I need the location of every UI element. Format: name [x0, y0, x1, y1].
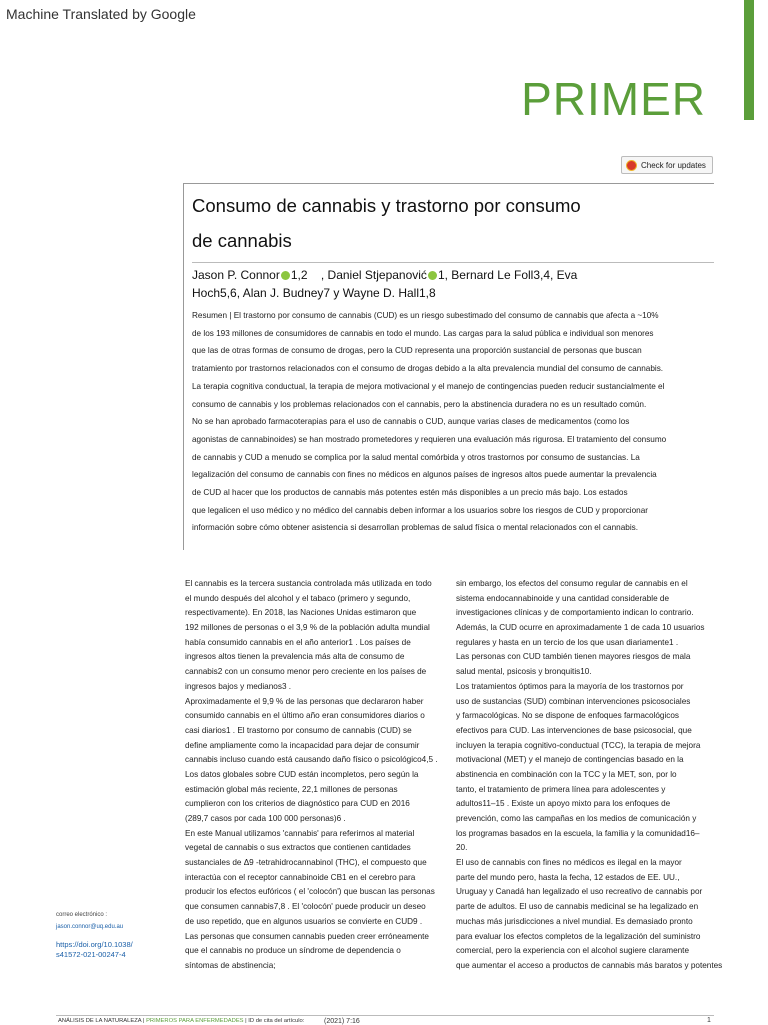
abstract-line: que legalicen el uso médico y no médico del cannabis deben informar a los usuarios sobre los riesgos de CUD y proporcionar	[192, 505, 649, 515]
abstract-line: Resumen | El trastorno por consumo de cannabis (CUD) es un riesgo subestimado del consumo de cannabis que afecta a ~10%	[192, 311, 659, 320]
email-label: correo electrónico :	[56, 912, 108, 918]
abstract	[192, 307, 718, 537]
body-text-line: muchas más jurisdicciones a nivel mundial. Es demasiado pronto	[456, 916, 693, 926]
abstract-line: No se han aprobado farmacoterapias para el uso de cannabis o CUD, aunque varias clases de medicamentos (como los	[192, 417, 630, 427]
abstract-line: de CUD al hacer que los productos de cannabis más potentes estén más disponibles a un precio más bajo. Los estados	[192, 488, 628, 498]
footer-rule	[56, 1015, 714, 1016]
abstract-line: tratamiento por trastornos relacionados con el consumo de drogas debido a la alta prevalencia mundial del consumo de cannabis.	[192, 364, 664, 374]
body-text-line: de uso repetido, que en algunos usuarios se convierte en CUD9 .	[185, 916, 423, 926]
footer-series: PRIMEROS PARA ENFERMEDADES	[146, 1018, 244, 1024]
check-for-updates-label: Check for updates	[641, 160, 706, 170]
body-text-line: cannabis2 con un consumo menor pero creciente en los países de	[185, 667, 427, 677]
body-text-line: Aproximadamente el 9,9 % de las personas que declararon haber	[185, 696, 424, 706]
body-text-line: sin embargo, los efectos del consumo regular de cannabis en el	[456, 579, 688, 588]
author-name: 1, Bernard Le Foll3,4, Eva	[437, 268, 578, 282]
crossmark-icon	[626, 160, 637, 171]
author-name: , Daniel Stjepanović	[320, 268, 427, 282]
journal-section-label: PRIMER	[521, 73, 706, 125]
body-column-left	[185, 577, 447, 974]
orcid-icon[interactable]	[428, 271, 437, 280]
author-affiliation: 1,2	[290, 268, 308, 282]
body-text-line: vegetal de cannabis o sus extractos que contienen cantidades	[185, 843, 411, 853]
author-name: Jason P. Connor	[192, 268, 280, 282]
body-text-line: regulares y hasta en un tercio de los que usan diariamente1 .	[456, 637, 679, 647]
body-column-right	[456, 577, 741, 974]
footer-citation	[58, 1018, 304, 1024]
abstract-line: información sobre cómo obtener asistencia si desarrollan problemas de salud física o mental relacionados con el cannabis.	[192, 523, 639, 533]
body-text-line: parte de adultos. El uso de cannabis medicinal se ha legalizado en	[456, 902, 699, 912]
body-text-line: Las personas que consumen cannabis pueden creer erróneamente	[185, 931, 429, 941]
body-text-line: que aumentar el acceso a productos de cannabis más baratos y potentes	[456, 960, 723, 970]
title-line: de cannabis	[192, 230, 292, 251]
body-text-line: ingresos altos tienen la prevalencia más alta de consumo de	[185, 652, 405, 662]
author-line: Hoch5,6, Alan J. Budney7 y Wayne D. Hall1,8	[192, 286, 436, 300]
abstract-line: agonistas de cannabinoides) se han mostrado prometedores y requieren una evaluación más rigurosa. El tratamiento del consumo	[192, 434, 667, 444]
header-rule	[184, 183, 714, 184]
body-text-line: Los tratamientos óptimos para la mayoría de los trastornos por	[456, 681, 684, 691]
body-text-line: efectivos para CUD. Las intervenciones de base psicosocial, que	[456, 725, 692, 735]
body-text-line: El uso de cannabis con fines no médicos es ilegal en la mayor	[456, 858, 682, 868]
machine-translated-banner: Machine Translated by Google	[6, 6, 196, 22]
body-text-line: motivacional (MET) y el manejo de contingencias basado en la	[456, 755, 684, 765]
body-text-line: casi diarios1 . El trastorno por consumo de cannabis (CUD) se	[185, 725, 412, 735]
body-text-line: para evaluar los efectos completos de la legalización del suministro	[456, 931, 701, 941]
body-text-line: incluyen la terapia cognitivo-conductual (TCC), la terapia de mejora	[456, 740, 701, 750]
body-text-line: interactúa con el receptor cannabinoide CB1 en el cerebro para	[185, 872, 416, 882]
body-text-line: ingresos bajos y medianos3 .	[185, 681, 292, 691]
body-text-line: cannabis incluso cuando está causando daño físico o psicológico4,5 .	[185, 755, 438, 765]
email-link[interactable]: jason.connor@uq.edu.au	[56, 924, 124, 930]
orcid-icon[interactable]	[281, 271, 290, 280]
article-title	[192, 188, 642, 258]
body-text-line: tanto, el tratamiento de primera línea para adolescentes y	[456, 784, 666, 794]
body-text-line: salud mental, psicosis y bronquitis10.	[456, 667, 592, 677]
body-text-line: En este Manual utilizamos 'cannabis' para referirnos al material	[185, 828, 415, 838]
abstract-line: legalización del consumo de cannabis con fines no médicos en algunos países de ingresos altos puede aumentar la prevalencia	[192, 470, 657, 480]
footer-volume: (2021) 7:16	[324, 1018, 360, 1025]
body-text-line: cumplieron con los criterios de diagnóstico para CUD en 2016	[185, 799, 410, 809]
body-text-line: Los datos globales sobre CUD están incompletos, pero según la	[185, 769, 419, 779]
body-text-line: uso de sustancias (SUD) combinan intervenciones psicosociales	[456, 696, 691, 706]
body-text-line: comercial, pero la experiencia con el alcohol sugiere claramente	[456, 946, 690, 956]
body-text-line: respectivamente). En 2018, las Naciones Unidas estimaron que	[185, 608, 417, 618]
body-text-line: producir los efectos eufóricos ( el 'colocón') que buscan las personas	[185, 887, 435, 897]
body-text-line: 192 millones de personas o el 3,9 % de la población adulta mundial	[185, 623, 430, 633]
body-text-line: sustanciales de Δ9 -tetrahidrocannabinol (THC), el compuesto que	[185, 858, 427, 868]
doi-link[interactable]	[56, 940, 166, 960]
body-text-line: abstinencia en combinación con la TCC y la MET, son, por lo	[456, 769, 677, 779]
body-text-line: consumido cannabis en el último año eran consumidores diarios o	[185, 711, 425, 721]
primer-accent-bar	[744, 0, 754, 120]
abstract-left-rule	[183, 183, 184, 550]
body-text-line: parte del mundo pero, hasta la fecha, 12 estados de EE. UU.,	[456, 872, 680, 882]
doi-line: https://doi.org/10.1038/	[56, 940, 133, 949]
body-text-line: que el cannabis no produce un síndrome de dependencia o	[185, 946, 401, 956]
abstract-line: que las de otras formas de consumo de drogas, pero la CUD representa una proporción sustancial de personas que buscan	[192, 346, 642, 356]
body-text-line: prevención, como las campañas en los medios de comunicación y	[456, 814, 697, 823]
body-text-line: que consumen cannabis7,8 . El 'colocón' puede producir un deseo	[185, 902, 426, 912]
body-text-line: el mundo después del alcohol y el tabaco (primero y segundo,	[185, 593, 411, 603]
abstract-line: de los 193 millones de consumidores de cannabis en todo el mundo. Las cargas para la salud pública e individual son menores	[192, 328, 654, 338]
title-rule	[192, 262, 714, 263]
body-text-line: estimación global más reciente, 22,1 millones de personas	[185, 784, 398, 794]
author-list	[192, 266, 712, 302]
footer-cite: | ID de cita del artículo:	[243, 1018, 305, 1024]
body-text-line: El cannabis es la tercera sustancia controlada más utilizada en todo	[185, 579, 432, 588]
body-text-line: Las personas con CUD también tienen mayores riesgos de mala	[456, 652, 691, 662]
abstract-line: de cannabis y CUD a menudo se complica por la salud mental comórbida y otros trastornos por consumo de sustancias. La	[192, 452, 640, 462]
body-text-line: investigaciones clínicas y de comportamiento indican lo contrario.	[456, 608, 694, 618]
body-text-line: Uruguay y Canadá han legalizado el uso recreativo de cannabis por	[456, 887, 703, 897]
body-text-line: los programas basados en la escuela, la familia y la comunidad16–	[456, 828, 700, 838]
body-text-line: 20.	[456, 843, 468, 853]
body-text-line: Además, la CUD ocurre en aproximadamente 1 de cada 10 usuarios	[456, 623, 705, 633]
body-text-line: síntomas de abstinencia;	[185, 960, 276, 970]
body-text-line: define ampliamente como la incapacidad para dejar de consumir	[185, 740, 420, 750]
author-line	[192, 266, 712, 284]
body-text-line: y farmacológicas. No se dispone de enfoques farmacológicos	[456, 711, 680, 721]
page-number: 1	[707, 1017, 711, 1024]
body-text-line: sistema endocannabinoide y una cantidad considerable de	[456, 593, 670, 603]
footer-journal: ANÁLISIS DE LA NATURALEZA |	[58, 1018, 147, 1024]
body-text-line: (289,7 casos por cada 100 000 personas)6 .	[185, 814, 346, 823]
body-text-line: adultos11–15 . Existe un apoyo mixto para los enfoques de	[456, 799, 671, 809]
title-line: Consumo de cannabis y trastorno por consumo	[192, 195, 581, 216]
check-for-updates-button[interactable]	[621, 156, 713, 174]
body-text-line: había consumido cannabis en el año anterior1 . Los países de	[185, 637, 411, 647]
doi-line: s41572-021-00247-4	[56, 950, 126, 959]
abstract-line: La terapia cognitiva conductual, la terapia de mejora motivacional y el manejo de contingencias pueden reducir sustancialmente el	[192, 381, 665, 391]
abstract-line: consumo de cannabis y los problemas relacionados con el cannabis, pero la abstinencia duradera no es un resultado común.	[192, 399, 647, 409]
